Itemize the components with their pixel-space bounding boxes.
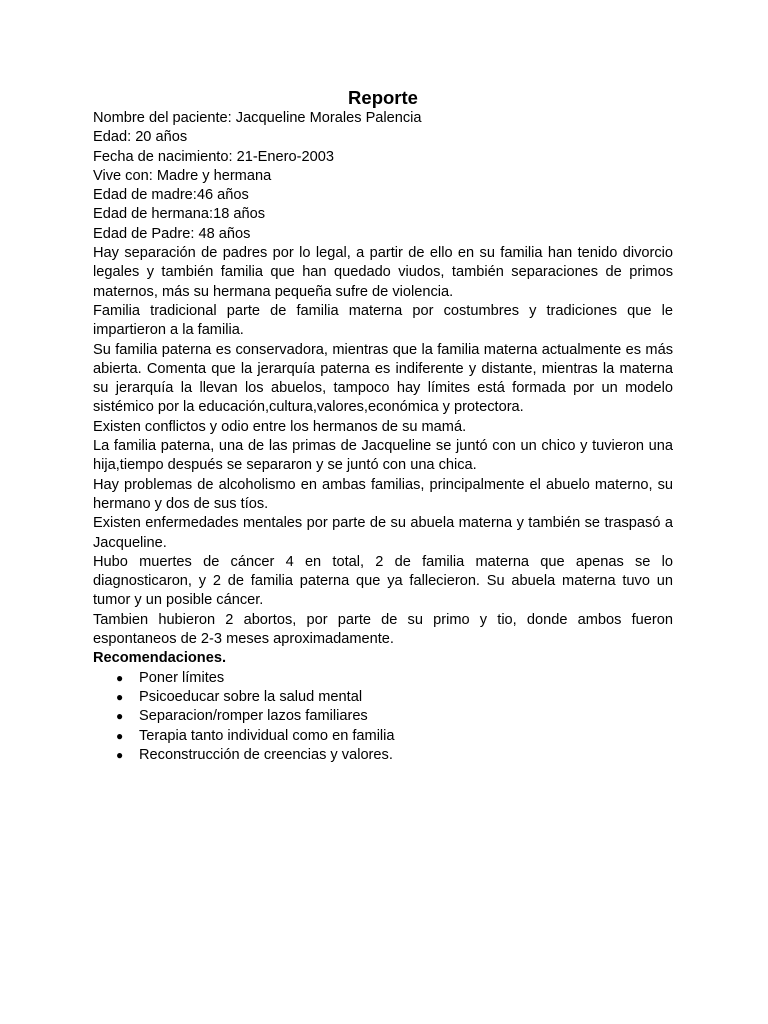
paragraph: Existen enfermedades mentales por parte de su abuela materna y también se traspasó a Jacqueline. (93, 515, 673, 551)
bullet-icon: ● (116, 689, 124, 704)
paragraph: Familia tradicional parte de familia materna por costumbres y tradiciones que le impartieron a la familia. (93, 302, 673, 339)
recommendations-list (93, 669, 673, 765)
list-item (116, 746, 673, 765)
patient-age: Edad: 20 años (93, 129, 188, 146)
bullet-icon: ● (116, 728, 124, 743)
mother-age: Edad de madre:46 años (93, 187, 249, 204)
father-age: Edad de Padre: 48 años (93, 225, 251, 242)
list-item (116, 688, 673, 707)
patient-lives-with: Vive con: Madre y hermana (93, 167, 272, 184)
bullet-icon: ● (116, 709, 124, 724)
paragraph: Hubo muertes de cáncer 4 en total, 2 de familia materna que apenas se lo diagnosticaron, y 2 de familia paterna que ya fallecieron. Su abuela materna tuvo un tumor y un posible cáncer. (93, 553, 673, 609)
bullet-icon: ● (116, 747, 124, 762)
patient-name: Nombre del paciente: Jacqueline Morales Palencia (93, 110, 422, 126)
list-item-text: Poner límites (139, 669, 225, 686)
list-item (116, 707, 673, 726)
bullet-icon: ● (116, 670, 124, 685)
document-page (93, 86, 673, 765)
paragraph: Hay separación de padres por lo legal, a partir de ello en su familia han tenido divorcio legales y también familia que han quedado viudos, también separaciones de primos maternos, más su hermana pequeña sufre de violencia. (93, 245, 673, 300)
paragraph: Hay problemas de alcoholismo en ambas familias, principalmente el abuelo materno, su hermano y dos de sus tíos. (93, 476, 673, 512)
patient-info (93, 109, 673, 244)
sister-age: Edad de hermana:18 años (93, 206, 266, 223)
paragraph: Existen conflictos y odio entre los hermanos de su mamá. (93, 418, 467, 435)
list-item-text: Reconstrucción de creencias y valores. (139, 746, 393, 763)
list-item-text: Psicoeducar sobre la salud mental (139, 688, 363, 705)
list-item (116, 669, 673, 688)
recommendations-heading: Recomendaciones. (93, 650, 227, 667)
paragraph: Su familia paterna es conservadora, mientras que la familia materna actualmente es más abierta. Comenta que la jerarquía paterna es indiferente y distante, mientras la materna su jerarquía la llevan los abuelos, tampoco hay límites está formada por un modelo sistémico por la educación,cultura,valores,económica y protectora. (93, 341, 673, 416)
paragraph: La familia paterna, una de las primas de Jacqueline se juntó con un chico y tuvieron una hija,tiempo después se separaron y se juntó con una chica. (93, 438, 673, 474)
list-item-text: Terapia tanto individual como en familia (139, 727, 395, 744)
patient-birthdate: Fecha de nacimiento: 21-Enero-2003 (93, 148, 334, 165)
list-item-text: Separacion/romper lazos familiares (139, 708, 368, 725)
list-item (116, 727, 673, 746)
paragraph: Tambien hubieron 2 abortos, por parte de su primo y tio, donde ambos fueron espontaneos de 2-3 meses aproximadamente. (93, 611, 673, 648)
report-title: Reporte (348, 87, 418, 108)
report-body (93, 244, 673, 649)
